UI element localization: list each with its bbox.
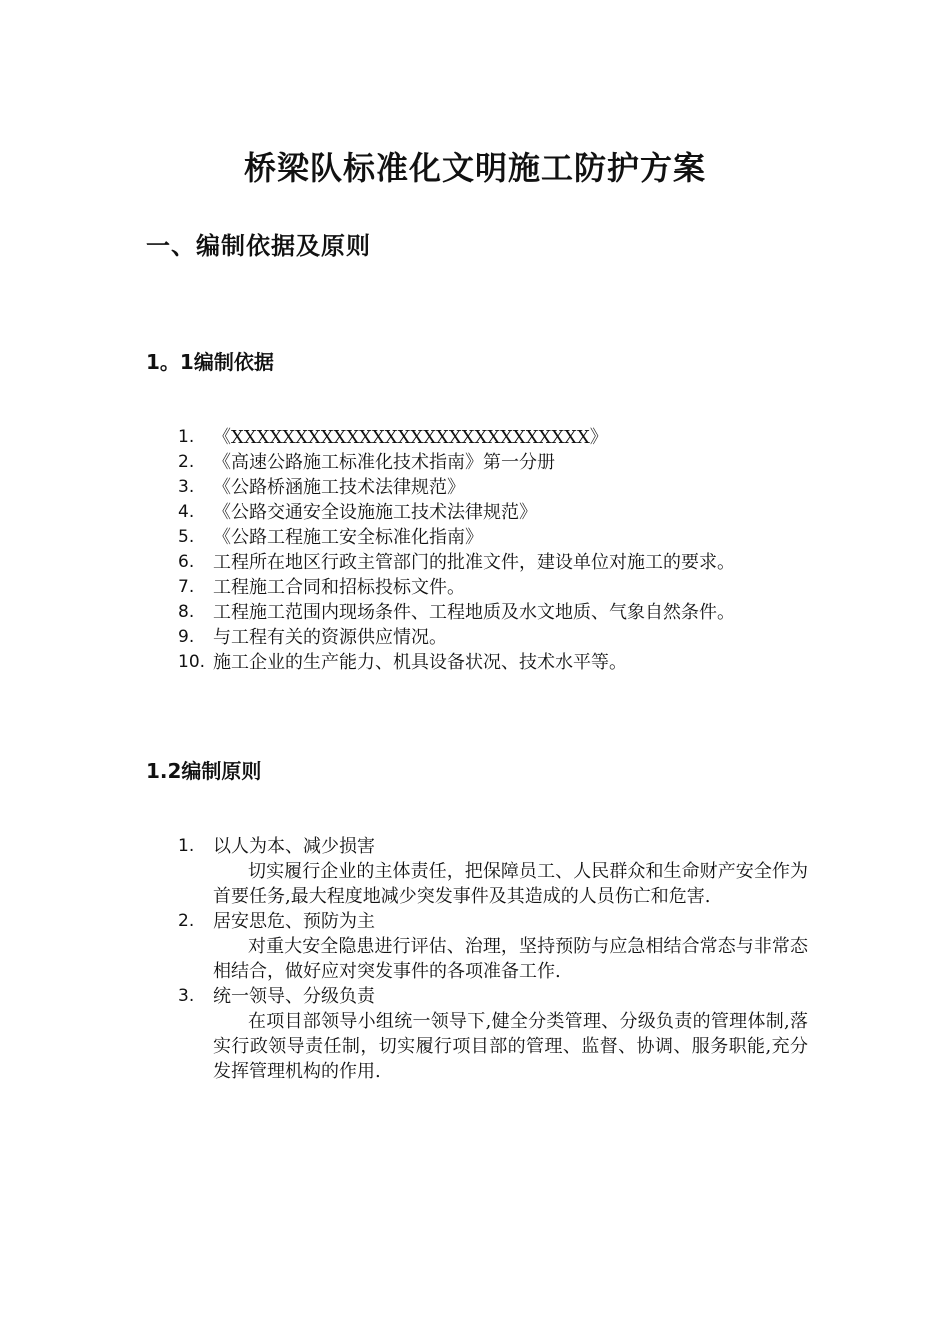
principle-list <box>178 834 808 1084</box>
item-text: 《公路交通安全设施施工技术法律规范》 <box>213 502 537 523</box>
list-item <box>178 450 808 475</box>
subsection-heading-principles: 1.2编制原则 <box>146 759 262 783</box>
item-title: 居安思危、预防为主 <box>213 911 375 932</box>
item-number: 10. <box>178 652 206 672</box>
item-body: 对重大安全隐患进行评估、治理，坚持预防与应急相结合常态与非常态相结合，做好应对突发事件的各项准备工作. <box>213 936 808 982</box>
list-item <box>178 425 808 450</box>
item-text: 《公路桥涵施工技术法律规范》 <box>213 477 465 498</box>
basis-list <box>178 425 808 675</box>
item-number: 6. <box>178 552 195 572</box>
item-number: 3. <box>178 477 195 497</box>
item-number: 2. <box>178 452 195 472</box>
item-body: 切实履行企业的主体责任，把保障员工、人民群众和生命财产安全作为首要任务,最大程度地减少突发事件及其造成的人员伤亡和危害. <box>213 861 808 907</box>
list-item <box>178 575 808 600</box>
list-item <box>178 475 808 500</box>
item-number: 4. <box>178 502 195 522</box>
list-item <box>178 600 808 625</box>
list-item <box>178 525 808 550</box>
subsection-heading-basis: 1。1编制依据 <box>146 350 274 374</box>
section-heading: 一、编制依据及原则 <box>146 232 371 260</box>
item-number: 9. <box>178 627 195 647</box>
list-item <box>178 984 808 1084</box>
item-number: 1. <box>178 836 195 856</box>
item-text: 工程所在地区行政主管部门的批准文件，建设单位对施工的要求。 <box>213 552 735 573</box>
item-number: 1. <box>178 427 195 447</box>
item-number: 7. <box>178 577 195 597</box>
item-number: 8. <box>178 602 195 622</box>
item-text: 工程施工合同和招标投标文件。 <box>213 577 465 598</box>
list-item <box>178 650 808 675</box>
item-body: 在项目部领导小组统一领导下,健全分类管理、分级负责的管理体制,落实行政领导责任制，切实履行项目部的管理、监督、协调、服务职能,充分发挥管理机构的作用. <box>213 1011 808 1082</box>
list-item <box>178 500 808 525</box>
item-text: 《公路工程施工安全标准化指南》 <box>213 527 483 548</box>
list-item <box>178 834 808 909</box>
item-title: 以人为本、减少损害 <box>213 836 375 857</box>
item-text: 工程施工范围内现场条件、工程地质及水文地质、气象自然条件。 <box>213 602 735 623</box>
item-number: 2. <box>178 911 195 931</box>
item-text: 《高速公路施工标准化技术指南》第一分册 <box>213 452 555 473</box>
list-item <box>178 625 808 650</box>
list-item <box>178 550 808 575</box>
item-title: 统一领导、分级负责 <box>213 986 375 1007</box>
document-title: 桥梁队标准化文明施工防护方案 <box>243 149 706 187</box>
item-number: 3. <box>178 986 195 1006</box>
item-number: 5. <box>178 527 195 547</box>
item-text: 与工程有关的资源供应情况。 <box>213 627 447 648</box>
list-item <box>178 909 808 984</box>
item-text: 施工企业的生产能力、机具设备状况、技术水平等。 <box>213 652 627 673</box>
item-text: 《XXXXXXXXXXXXXXXXXXXXXXXXXXXX》 <box>213 427 608 448</box>
